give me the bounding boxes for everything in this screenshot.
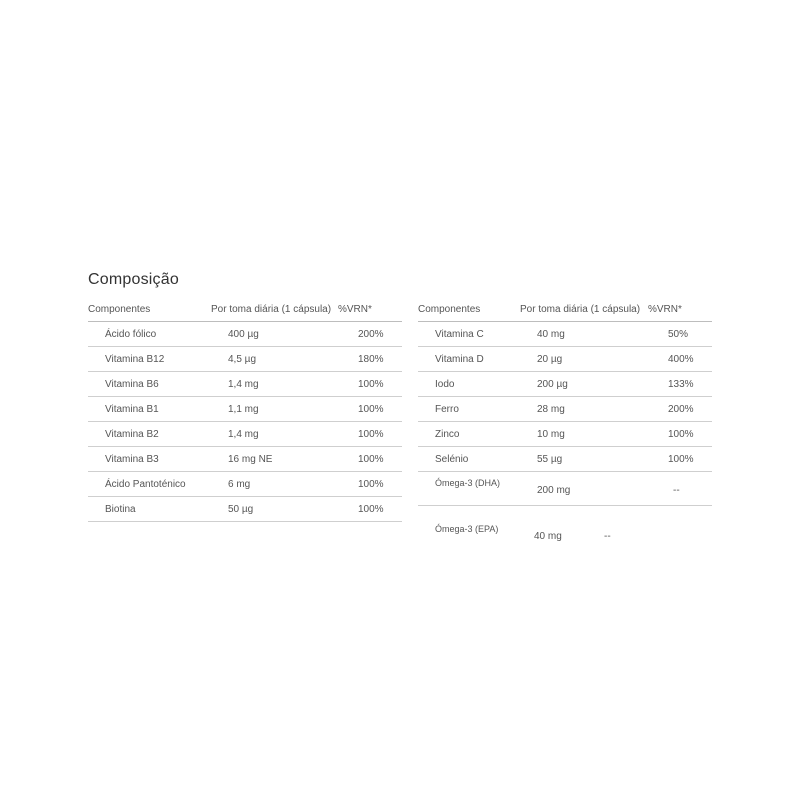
header-por-toma: Por toma diária (1 cápsula) bbox=[520, 304, 641, 315]
daily-dose: 10 mg bbox=[537, 429, 565, 440]
table-row bbox=[418, 322, 712, 347]
component-name: Iodo bbox=[435, 379, 455, 390]
daily-dose: 50 µg bbox=[228, 504, 254, 515]
component-name: Vitamina B6 bbox=[105, 379, 159, 390]
table-row bbox=[88, 447, 402, 472]
header-por-toma: Por toma diária (1 cápsula) bbox=[211, 304, 332, 315]
component-name: Ómega-3 (EPA) bbox=[435, 524, 499, 534]
component-name: Biotina bbox=[105, 504, 136, 515]
table-row bbox=[88, 422, 402, 447]
table-row bbox=[418, 447, 712, 472]
composition-table-left bbox=[88, 297, 402, 522]
vrn-percent: 200% bbox=[668, 404, 694, 415]
table-row bbox=[418, 422, 712, 447]
header-componentes: Componentes bbox=[418, 304, 481, 315]
vrn-percent: 50% bbox=[668, 329, 689, 340]
daily-dose: 4,5 µg bbox=[228, 354, 257, 365]
page-title: Composição bbox=[88, 271, 179, 289]
daily-dose: 6 mg bbox=[228, 479, 251, 490]
daily-dose: 200 µg bbox=[537, 379, 568, 390]
vrn-percent: 100% bbox=[358, 504, 384, 515]
daily-dose: 28 mg bbox=[537, 404, 565, 415]
component-name: Vitamina B3 bbox=[105, 454, 159, 465]
table-row bbox=[88, 372, 402, 397]
header-vrn: %VRN* bbox=[338, 304, 372, 315]
header-vrn: %VRN* bbox=[648, 304, 682, 315]
table-header bbox=[418, 297, 712, 322]
daily-dose: 1,1 mg bbox=[228, 404, 259, 415]
vrn-percent: -- bbox=[604, 531, 611, 542]
component-name: Ácido fólico bbox=[105, 329, 157, 340]
extra-row-omega-epa bbox=[418, 520, 712, 550]
vrn-percent: 100% bbox=[668, 454, 694, 465]
component-name: Vitamina C bbox=[435, 329, 484, 340]
daily-dose: 20 µg bbox=[537, 354, 563, 365]
vrn-percent: 400% bbox=[668, 354, 694, 365]
vrn-percent: 100% bbox=[358, 429, 384, 440]
daily-dose: 400 µg bbox=[228, 329, 259, 340]
table-row bbox=[418, 472, 712, 506]
daily-dose: 40 mg bbox=[534, 531, 562, 542]
component-name: Ácido Pantoténico bbox=[105, 479, 186, 490]
daily-dose: 55 µg bbox=[537, 454, 563, 465]
daily-dose: 1,4 mg bbox=[228, 379, 259, 390]
component-name: Selénio bbox=[435, 454, 469, 465]
table-row bbox=[418, 397, 712, 422]
vrn-percent: 100% bbox=[668, 429, 694, 440]
composition-table-right bbox=[418, 297, 712, 506]
daily-dose: 1,4 mg bbox=[228, 429, 259, 440]
vrn-percent: 100% bbox=[358, 479, 384, 490]
vrn-percent: 133% bbox=[668, 379, 694, 390]
table-header bbox=[88, 297, 402, 322]
vrn-percent: 200% bbox=[358, 329, 384, 340]
table-row bbox=[88, 497, 402, 522]
daily-dose: 16 mg NE bbox=[228, 454, 273, 465]
table-row bbox=[88, 322, 402, 347]
daily-dose: 200 mg bbox=[537, 485, 571, 496]
vrn-percent: 100% bbox=[358, 404, 384, 415]
table-row bbox=[88, 472, 402, 497]
daily-dose: 40 mg bbox=[537, 329, 565, 340]
component-name: Ferro bbox=[435, 404, 459, 415]
table-row bbox=[88, 347, 402, 372]
vrn-percent: -- bbox=[673, 485, 680, 496]
vrn-percent: 100% bbox=[358, 454, 384, 465]
table-row bbox=[418, 372, 712, 397]
component-name: Vitamina D bbox=[435, 354, 484, 365]
table-row bbox=[88, 397, 402, 422]
component-name: Vitamina B1 bbox=[105, 404, 159, 415]
component-name: Zinco bbox=[435, 429, 460, 440]
header-componentes: Componentes bbox=[88, 304, 151, 315]
component-name: Ómega-3 (DHA) bbox=[435, 478, 501, 488]
component-name: Vitamina B12 bbox=[105, 354, 165, 365]
component-name: Vitamina B2 bbox=[105, 429, 159, 440]
vrn-percent: 100% bbox=[358, 379, 384, 390]
vrn-percent: 180% bbox=[358, 354, 384, 365]
table-row bbox=[418, 347, 712, 372]
